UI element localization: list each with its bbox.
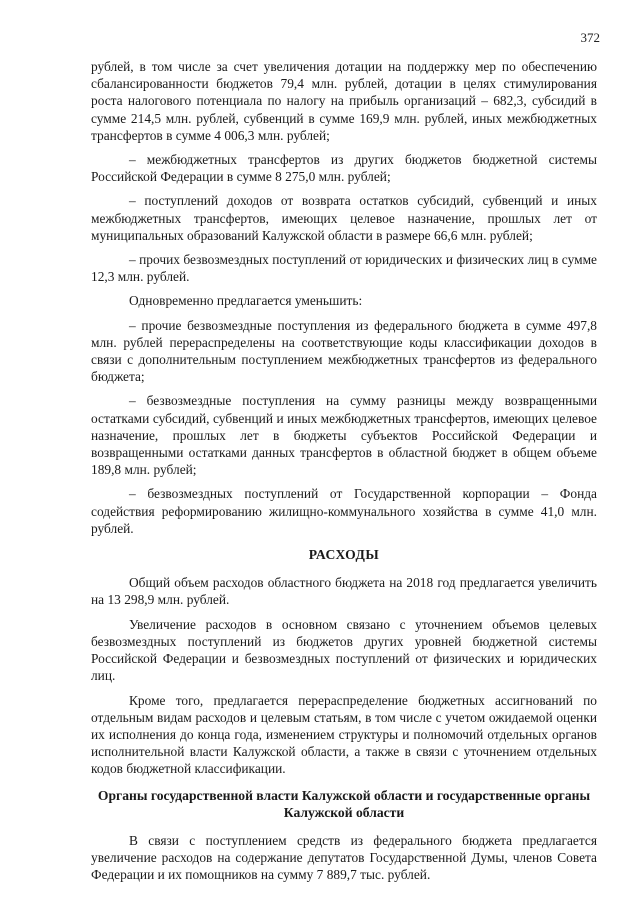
document-body bbox=[91, 58, 597, 891]
paragraph: – безвозмездные поступления на сумму разницы между возвращенными остатками субсидий, субвенций и иных межбюджетных трансфертов, имеющих целевое назначение, прошлых лет в бюджеты субъектов Российской Федерации и возвращенными остатками данных трансфертов в областной бюджет в общем объеме 189,8 млн. рублей; bbox=[91, 393, 597, 478]
paragraph: Кроме того, предлагается перераспределение бюджетных ассигнований по отдельным видам расходов и целевым статьям, в том числе с учетом ожидаемой оценки их исполнения до конца года, изменением структуры и полномочий отдельных органов исполнительной власти Калужской области, а также в связи с уточнением отдельных кодов бюджетной классификации. bbox=[91, 692, 597, 777]
paragraph: В связи с поступлением средств из федерального бюджета предлагается увеличение расходов на содержание депутатов Государственной Думы, членов Совета Федерации и их помощников на сумму 7 889,7 тыс. рублей. bbox=[91, 832, 597, 883]
section-heading-expenses: РАСХОДЫ bbox=[308, 547, 380, 563]
paragraph: – прочие безвозмездные поступления из федерального бюджета в сумме 497,8 млн. рублей перераспределены на соответствующие коды классификации доходов в связи с дополнительным поступлением межбюджетных трансфертов из федерального бюджета; bbox=[91, 317, 597, 385]
paragraph: Общий объем расходов областного бюджета на 2018 год предлагается увеличить на 13 298,9 млн. рублей. bbox=[91, 575, 597, 608]
paragraph: Одновременно предлагается уменьшить: bbox=[129, 293, 363, 309]
section-heading-organs: Органы государственной власти Калужской области и государственные органы Калужской области bbox=[97, 787, 591, 820]
paragraph: – межбюджетных трансфертов из других бюджетов бюджетной системы Российской Федерации в сумме 8 275,0 млн. рублей; bbox=[91, 152, 597, 185]
paragraph: рублей, в том числе за счет увеличения дотации на поддержку мер по обеспечению сбалансированности бюджетов 79,4 млн. рублей, дотации в целях стимулирования роста налогового потенциала по налогу на прибыль организаций – 682,3, субсидий в сумме 214,5 млн. рублей, субвенций в сумме 169,9 млн. рублей, иных межбюджетных трансфертов в сумме 4 006,3 млн. рублей; bbox=[91, 59, 597, 143]
paragraph: Увеличение расходов в основном связано с уточнением объемов целевых безвозмездных поступлений из бюджетов других уровней бюджетной системы Российской Федерации и безвозмездных поступлений от физических и юридических лиц. bbox=[91, 616, 597, 684]
paragraph: – поступлений доходов от возврата остатков субсидий, субвенций и иных межбюджетных трансфертов, имеющих целевое назначение, прошлых лет от муниципальных образований Калужской области в размере 66,6 млн. рублей; bbox=[91, 193, 597, 243]
paragraph: – прочих безвозмездных поступлений от юридических и физических лиц в сумме 12,3 млн. рублей. bbox=[91, 252, 597, 285]
paragraph: – безвозмездных поступлений от Государственной корпорации – Фонда содействия реформированию жилищно-коммунального хозяйства в сумме 41,0 млн. рублей. bbox=[91, 486, 597, 536]
page-number: 372 bbox=[580, 30, 600, 45]
